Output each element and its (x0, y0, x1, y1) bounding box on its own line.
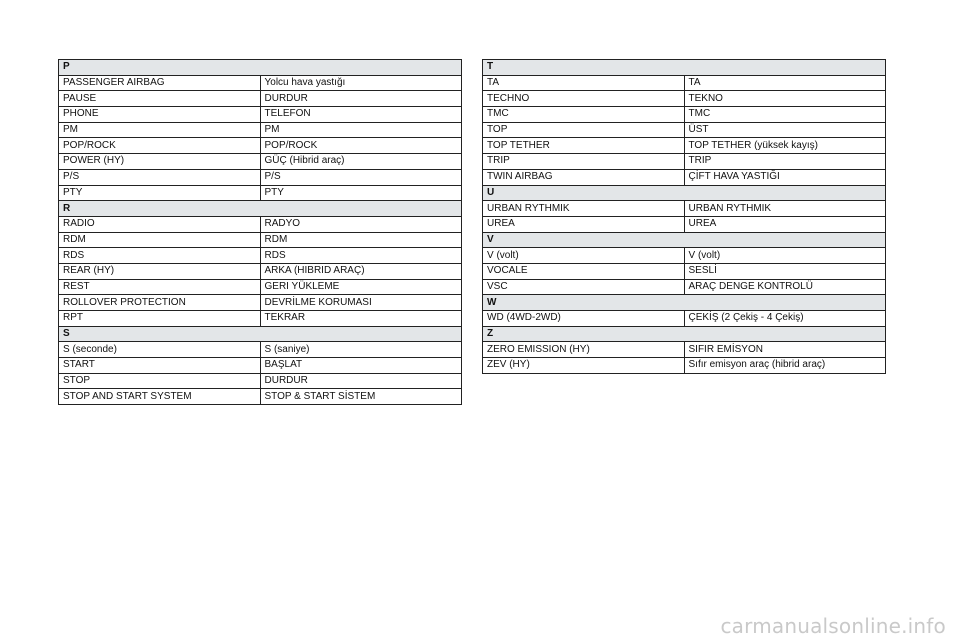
section-header-row (59, 201, 462, 217)
table-row (59, 263, 462, 279)
glossary-right-body (483, 60, 886, 374)
translation-cell: STOP & START SİSTEM (260, 389, 462, 405)
term-cell: TOP (483, 122, 685, 138)
translation-cell: Yolcu hava yastığı (260, 75, 462, 91)
term-cell: RDM (59, 232, 261, 248)
table-row (59, 122, 462, 138)
table-row (483, 342, 886, 358)
translation-cell: POP/ROCK (260, 138, 462, 154)
term-cell: RPT (59, 311, 261, 327)
translation-cell: DURDUR (260, 373, 462, 389)
term-cell: PTY (59, 185, 261, 201)
term-cell: PASSENGER AIRBAG (59, 75, 261, 91)
translation-cell: ARAÇ DENGE KONTROLÜ (684, 279, 886, 295)
term-cell: POWER (HY) (59, 154, 261, 170)
table-row (483, 91, 886, 107)
table-row (59, 311, 462, 327)
table-row (483, 216, 886, 232)
term-cell: P/S (59, 169, 261, 185)
translation-cell: RDS (260, 248, 462, 264)
table-row (59, 154, 462, 170)
section-letter: U (483, 185, 886, 201)
section-letter: Z (483, 326, 886, 342)
translation-cell: GÜÇ (Hibrid araç) (260, 154, 462, 170)
glossary-table-left (58, 59, 462, 405)
translation-cell: TRIP (684, 154, 886, 170)
section-header-row (483, 232, 886, 248)
term-cell: RADIO (59, 216, 261, 232)
section-header-row (483, 295, 886, 311)
table-row (59, 232, 462, 248)
table-row (483, 358, 886, 374)
term-cell: TOP TETHER (483, 138, 685, 154)
term-cell: ROLLOVER PROTECTION (59, 295, 261, 311)
translation-cell: ÇİFT HAVA YASTIĞI (684, 169, 886, 185)
translation-cell: TMC (684, 107, 886, 123)
translation-cell: TEKNO (684, 91, 886, 107)
table-row (59, 107, 462, 123)
table-row (483, 154, 886, 170)
term-cell: PAUSE (59, 91, 261, 107)
translation-cell: ARKA (HIBRID ARAÇ) (260, 263, 462, 279)
section-letter: P (59, 60, 462, 76)
table-row (483, 138, 886, 154)
table-row (59, 75, 462, 91)
table-row (59, 169, 462, 185)
translation-cell: S (saniye) (260, 342, 462, 358)
term-cell: TA (483, 75, 685, 91)
term-cell: WD (4WD-2WD) (483, 311, 685, 327)
term-cell: TECHNO (483, 91, 685, 107)
translation-cell: DURDUR (260, 91, 462, 107)
translation-cell: SESLİ (684, 263, 886, 279)
table-row (483, 169, 886, 185)
table-row (483, 248, 886, 264)
translation-cell: GERI YÜKLEME (260, 279, 462, 295)
table-row (483, 311, 886, 327)
translation-cell: RADYO (260, 216, 462, 232)
table-row (483, 263, 886, 279)
table-row (59, 216, 462, 232)
section-header-row (483, 185, 886, 201)
glossary-left-body (59, 60, 462, 405)
table-row (59, 248, 462, 264)
table-row (59, 185, 462, 201)
translation-cell: ÜST (684, 122, 886, 138)
watermark: carmanualsonline.info (720, 614, 946, 638)
table-row (59, 373, 462, 389)
section-letter: W (483, 295, 886, 311)
table-row (59, 389, 462, 405)
section-header-row (483, 60, 886, 76)
translation-cell: SIFIR EMİSYON (684, 342, 886, 358)
translation-cell: P/S (260, 169, 462, 185)
translation-cell: ÇEKİŞ (2 Çekiş - 4 Çekiş) (684, 311, 886, 327)
table-row (59, 342, 462, 358)
table-row (59, 138, 462, 154)
table-row (59, 295, 462, 311)
translation-cell: URBAN RYTHMIK (684, 201, 886, 217)
term-cell: S (seconde) (59, 342, 261, 358)
translation-cell: RDM (260, 232, 462, 248)
table-row (483, 279, 886, 295)
term-cell: TWIN AIRBAG (483, 169, 685, 185)
term-cell: TRIP (483, 154, 685, 170)
table-row (59, 358, 462, 374)
section-letter: S (59, 326, 462, 342)
translation-cell: TOP TETHER (yüksek kayış) (684, 138, 886, 154)
term-cell: PM (59, 122, 261, 138)
term-cell: STOP AND START SYSTEM (59, 389, 261, 405)
term-cell: ZERO EMISSION (HY) (483, 342, 685, 358)
term-cell: ZEV (HY) (483, 358, 685, 374)
term-cell: V (volt) (483, 248, 685, 264)
term-cell: VOCALE (483, 263, 685, 279)
term-cell: VSC (483, 279, 685, 295)
section-letter: R (59, 201, 462, 217)
section-header-row (59, 326, 462, 342)
section-letter: V (483, 232, 886, 248)
table-row (59, 279, 462, 295)
translation-cell: TEKRAR (260, 311, 462, 327)
table-row (483, 75, 886, 91)
term-cell: REST (59, 279, 261, 295)
term-cell: RDS (59, 248, 261, 264)
glossary-table-right (482, 59, 886, 374)
term-cell: URBAN RYTHMIK (483, 201, 685, 217)
translation-cell: PM (260, 122, 462, 138)
table-row (483, 107, 886, 123)
table-row (483, 122, 886, 138)
term-cell: START (59, 358, 261, 374)
translation-cell: DEVRİLME KORUMASI (260, 295, 462, 311)
term-cell: STOP (59, 373, 261, 389)
table-row (483, 201, 886, 217)
translation-cell: TA (684, 75, 886, 91)
section-header-row (483, 326, 886, 342)
translation-cell: BAŞLAT (260, 358, 462, 374)
translation-cell: PTY (260, 185, 462, 201)
translation-cell: V (volt) (684, 248, 886, 264)
translation-cell: UREA (684, 216, 886, 232)
translation-cell: TELEFON (260, 107, 462, 123)
term-cell: PHONE (59, 107, 261, 123)
term-cell: POP/ROCK (59, 138, 261, 154)
section-letter: T (483, 60, 886, 76)
section-header-row (59, 60, 462, 76)
term-cell: REAR (HY) (59, 263, 261, 279)
table-row (59, 91, 462, 107)
translation-cell: Sıfır emisyon araç (hibrid araç) (684, 358, 886, 374)
term-cell: TMC (483, 107, 685, 123)
term-cell: UREA (483, 216, 685, 232)
